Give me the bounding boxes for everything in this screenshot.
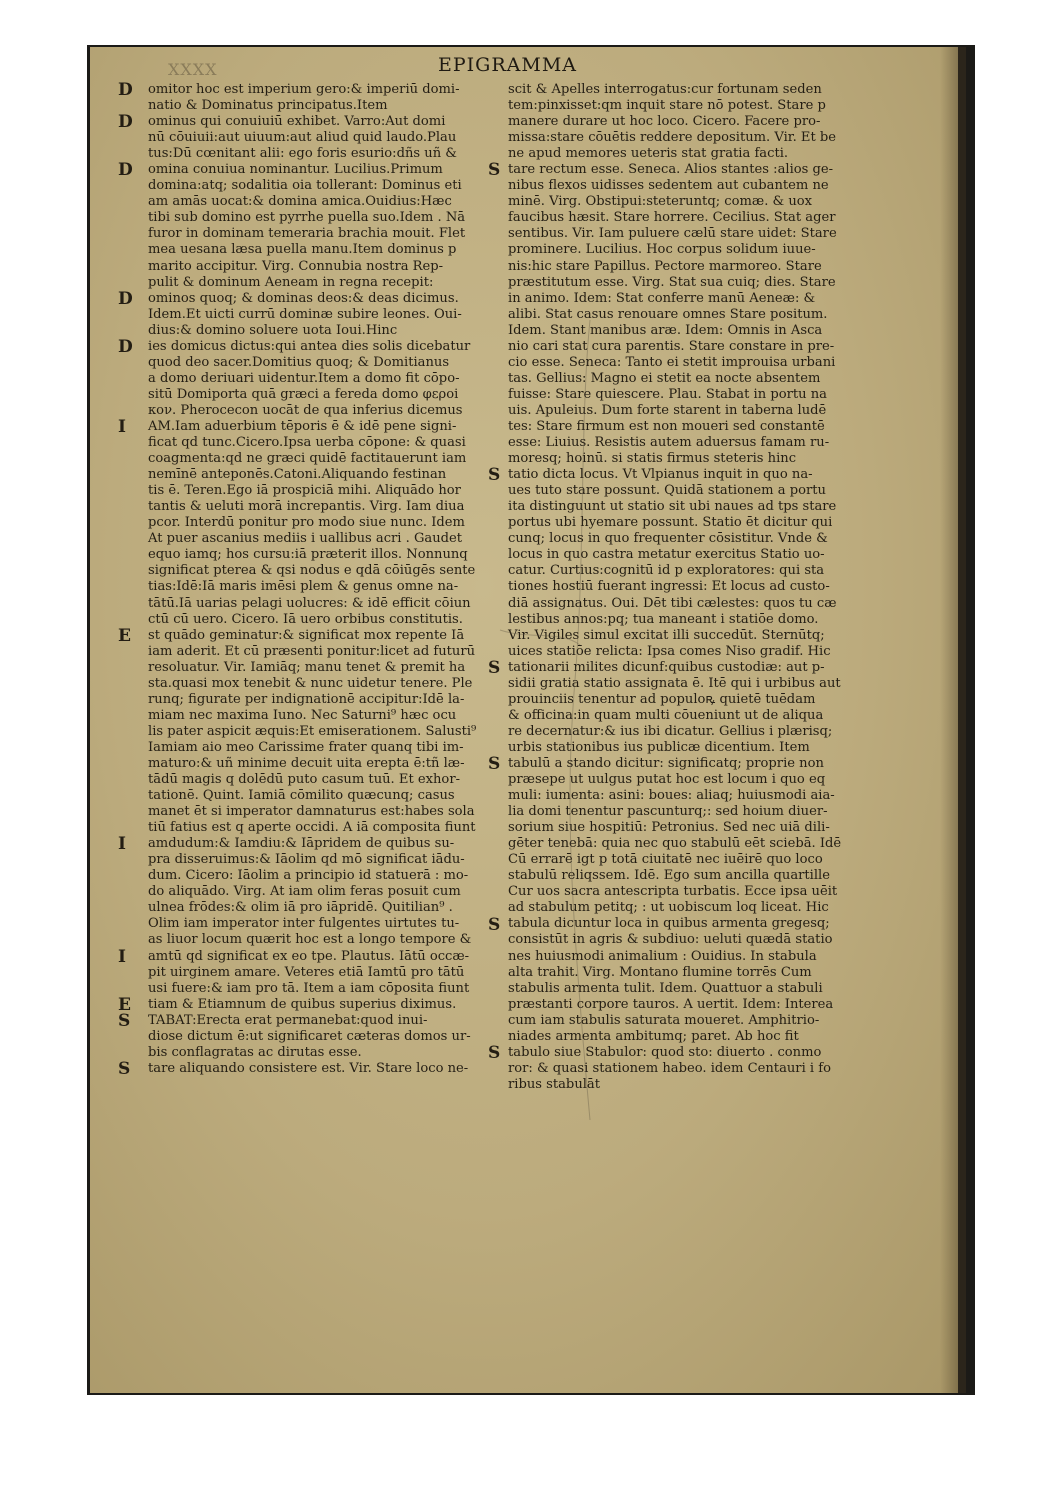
text-line: & officina:in quam multi cōueniunt ut de aliqua: [508, 707, 824, 723]
text-line: sentibus. Vir. Iam puluere cælū stare uidet: Stare: [508, 226, 837, 242]
text-line: cunq; locus in quo frequenter cōsistitur. Vnde &: [508, 531, 828, 547]
left-column: [118, 80, 478, 1080]
text-line: missa:stare cōuētis reddere depositum. Vir. Et be: [508, 130, 837, 146]
text-line: κον. Pherocecon uocāt de qua inferius dicemus: [148, 402, 463, 418]
text-line: ominus qui conuiuiū exhibet. Varro:Aut domi: [148, 114, 446, 130]
text-line: significat ptereа & qsi nodus e qdā cōiūgēs sente: [148, 563, 476, 579]
text-line: Olim iam imperator inter fulgentes uirtutes tu-: [148, 916, 460, 932]
marginal-initial-letter: D: [118, 288, 133, 309]
text-line: ominos quoq; & dominas deos:& deas dicimus.: [148, 290, 459, 306]
text-line: dius:& domino soluere uota Ioui.Hinc: [148, 322, 398, 338]
text-line: tiones hostiū fuerant ingressi: Et locus ad custo-: [508, 579, 830, 595]
text-line: lis pater aspicit æquis:Et emiserationem. Salusti⁹: [148, 723, 477, 739]
text-line: gēter tenebā: quia nec quo stabulū eēt sciebā. Idē: [508, 836, 842, 852]
text-line: domina:atq; sodalitia oia tollerant: Dominus eti: [148, 178, 462, 194]
text-line: as liuor locum quærit hoc est a longo tempore &: [148, 932, 472, 948]
marginal-initial-letter: E: [118, 625, 131, 646]
text-line: ies domicus dictus:qui antea dies solis dicebatur: [148, 338, 471, 354]
text-line: tatio dicta locus. Vt Vlpianus inquit in quo na-: [508, 467, 813, 483]
marginal-initial-letter: D: [118, 336, 133, 357]
marginal-initial-letter: S: [488, 465, 501, 486]
text-line: uis. Apuleius. Dum forte starent in taberna ludē: [508, 402, 827, 418]
text-line: At puer ascanius mediis i uallibus acri . Gaudet: [148, 531, 463, 547]
text-line: pcor. Interdū ponitur pro modo siue nunc. Idem: [148, 515, 465, 531]
text-line: alta trahit. Virg. Montano flumine torrēs Cum: [508, 964, 812, 980]
text-line: omitor hoc est imperium gero:& imperiū domi-: [148, 82, 460, 97]
text-line: bis conflagratas ac dirutas esse.: [148, 1044, 362, 1060]
right-column: [488, 82, 864, 1093]
marginal-initial-letter: S: [488, 914, 501, 935]
text-line: equo iamq; hos cursu:iā præterit illos. Nonnunq: [148, 547, 468, 563]
text-line: nemīnē anteponēs.Catoni.Aliquando festinan: [148, 467, 447, 483]
text-line: Cū errarē igt p totā ciuitatē nec iuēirē quo loco: [508, 852, 823, 868]
text-line: lia domi tenentur pascunturq;: sed hoium diuer-: [508, 804, 828, 820]
text-line: nibus flexos uidisses sedentem aut cubantem ne: [508, 178, 829, 194]
text-line: Idem. Stant manibus aræ. Idem: Omnis in Asca: [508, 322, 823, 338]
text-line: cio esse. Seneca: Tanto ei stetit improuisa urbani: [508, 354, 836, 370]
text-line: tiam & Etiamnum de quibus superius diximus.: [148, 996, 457, 1012]
marginal-initial-letter: S: [488, 160, 501, 181]
text-line: ribus stabulāt: [508, 1076, 601, 1092]
marginal-initial-letter: S: [118, 1010, 131, 1031]
text-line: tare rectum esse. Seneca. Alios stantes :alios ge-: [508, 162, 834, 178]
text-line: amdudum:& Iamdiu:& Iāpridem de quibus su-: [148, 836, 455, 852]
text-line: nū cōuiuii:aut uiuum:aut aliud quid laudo.Plau: [148, 130, 457, 146]
text-line: stabulū reliqssem. Idē. Ego sum ancilla quartille: [508, 868, 830, 884]
text-line: tationē. Quint. Iamiā cōmilito quæcunq; casus: [148, 788, 455, 804]
text-line: tibi sub domino est pyrrhe puella suo.Idem . Nā: [148, 210, 466, 226]
text-line: st quādo geminatur:& significat mox repente Iā: [148, 627, 465, 643]
text-line: am amās uocat:& domina amica.Ouidius:Hæc: [148, 194, 452, 210]
text-line: coagmenta:qd ne græci quidē factitauerunt iam: [148, 451, 467, 467]
text-line: runq; figurate per indignationē accipitur:Idē la-: [148, 691, 465, 707]
text-line: ita distinguunt ut statio sit ubi naues ad tps stare: [508, 499, 837, 515]
text-line: pra disseruimus:& Iāolim qd mō significat iādu-: [148, 852, 465, 868]
text-line: portus ubi hyemare possunt. Statio ēt dicitur qui: [508, 515, 833, 531]
text-line: consistūt in agris & subdiuo: ueluti quædā statio: [508, 932, 833, 948]
text-line: ad stabulum petitq; : ut uobiscum loq liceat. Hic: [508, 900, 829, 916]
marginal-initial-letter: E: [118, 994, 131, 1015]
text-line: tationarii milites dicunf:quibus custodiæ: aut p-: [508, 659, 825, 675]
text-line: cum iam stabulis saturata moueret. Amphitrio-: [508, 1012, 820, 1028]
marginal-initial-letter: S: [488, 1043, 501, 1063]
text-line: sorium siue hospitiū: Petronius. Sed nec uiā dili-: [508, 820, 830, 836]
text-line: sitū Domiporta quā græci a fereda domo φερoi: [148, 386, 459, 402]
text-line: diā assignatus. Oui. Dēt tibi cælestes: quos tu cæ: [508, 595, 837, 611]
marginal-initial-letter: I: [118, 417, 126, 438]
text-line: in animo. Idem: Stat conferre manū Aeneæ: &: [508, 290, 816, 306]
text-line: diose dictum ē:ut significaret cæteras domos ur-: [148, 1028, 471, 1044]
text-line: TABAT:Erecta erat permanebat:quod inui-: [148, 1012, 428, 1028]
text-line: stabulis armenta tulit. Idem. Quattuor a stabuli: [508, 980, 823, 996]
text-line: natio & Dominatus principatus.Item: [148, 98, 388, 114]
text-line: tabulū a stando dicitur: significatq; proprie non: [508, 755, 824, 771]
text-line: præstitutum esse. Virg. Stat sua cuiq; dies. Stare: [508, 274, 836, 290]
text-line: uices statiōe relicta: Ipsa comes Niso gradif. Hic: [508, 643, 831, 659]
text-line: Vir. Vigiles simul excitat illi succedūt. Sternūtq;: [508, 627, 825, 643]
text-line: tātū.Iā uarias pelagi uolucres: & idē efficit cōiun: [148, 595, 471, 611]
text-line: iam aderit. Et cū præsenti ponitur:licet ad futurū: [148, 643, 476, 659]
marginal-initial-letter: D: [118, 80, 133, 100]
text-line: tis ē. Teren.Ego iā prospiciā mihi. Aliquādo hor: [148, 483, 461, 499]
text-line: pulit & dominum Aeneam in regna recepit:: [148, 274, 434, 290]
text-line: nis:hic stare Papillus. Pectore marmoreo. Stare: [508, 258, 822, 274]
marginal-initial-letter: S: [118, 1059, 131, 1080]
marginal-initial-letter: D: [118, 112, 133, 133]
text-line: dum. Cicero: Iāolim a principio id statuerā : mo-: [148, 868, 469, 884]
text-line: mea uesana læsa puella manu.Item dominus p: [148, 242, 457, 258]
text-line: sta.quasi mox tenebit & nunc uidetur tenere. Ple: [148, 675, 473, 691]
text-line: re decernatur:& ius ibi dicatur. Gellius i plærisq;: [508, 723, 833, 739]
text-line: esse: Liuius. Resistis autem aduersus famam ru-: [508, 435, 830, 451]
marginal-initial-letter: I: [118, 834, 126, 855]
text-line: tantis & ueluti morā increpantis. Virg. Iam diua: [148, 499, 465, 515]
text-line: muli: iumenta: asini: boues: aliaq; huiusmodi aia-: [508, 788, 835, 804]
text-line: nio cari stat cura parentis. Stare constare in pre-: [508, 338, 835, 354]
text-line: catur. Curtius:cognitū id p exploratores: qui sta: [508, 563, 825, 579]
text-line: manet ēt si imperator damnaturus est:habes sola: [148, 804, 475, 820]
text-line: ues tuto stare possunt. Quidā stationem a portu: [508, 483, 826, 499]
text-line: tas. Gellius: Magno ei stetit ea nocte absentem: [508, 370, 821, 386]
text-line: moresq; hoinū. si statis firmus steteris hinc: [508, 451, 797, 467]
folio-number: XXXX: [168, 60, 218, 79]
text-line: minē. Virg. Obstipui:steteruntq; comæ. & uox: [508, 194, 813, 210]
text-line: ulnea frōdes:& olim iā pro iāpridē. Quitilian⁹ .: [148, 900, 453, 916]
text-line: marito accipitur. Virg. Connubia nostra Rep-: [148, 258, 444, 274]
text-line: a domo deriuari uidentur.Item a domo fit cōpo-: [148, 370, 460, 386]
text-line: tem:pinxisset:qm inquit stare nō potest. Stare p: [508, 98, 826, 114]
text-line: usi fuere:& iam pro tā. Item a iam cōposita fiunt: [148, 980, 470, 996]
text-line: nes huiusmodi animalium : Ouidius. In stabula: [508, 948, 817, 964]
marginal-initial-letter: I: [118, 946, 126, 967]
text-line: pit uirginem amare. Veteres etiā Iamtū pro tātū: [148, 964, 465, 980]
text-line: miam nec maxima Iuno. Nec Saturni⁹ hæc ocu: [148, 707, 457, 723]
text-line: alibi. Stat casus renouare omnes Stare positum.: [508, 306, 828, 322]
text-line: Cur uos sacra antescripta turbatis. Ecce ipsa uēit: [508, 884, 838, 900]
text-line: sidii gratia statio assignata ē. Itē qui i urbibus aut: [508, 675, 841, 691]
text-line: scit & Apelles interrogatus:cur fortunam seden: [508, 82, 822, 97]
text-line: præstanti corpore tauros. A uertit. Idem: Interea: [508, 996, 834, 1012]
text-line: tus:Dū cœnitant alii: ego foris esurio:dñs uñ &: [148, 146, 457, 162]
text-line: tabulo siue Stabulor: quod sto: diuerto . conmo: [508, 1044, 822, 1060]
text-line: resoluatur. Vir. Iamiāq; manu tenet & premit ha: [148, 659, 466, 675]
text-line: tabula dicuntur loca in quibus armenta gregesq;: [508, 916, 830, 932]
text-line: tādū magis q dolēdū puto casum tuū. Et exhor-: [148, 772, 460, 788]
text-line: furor in dominam temeraria brachia mouit. Flet: [148, 226, 466, 242]
text-line: quod deo sacer.Domitius quoq; & Domitianus: [148, 354, 450, 370]
text-line: ne apud memores ueteris stat gratia facti.: [508, 146, 789, 162]
text-line: tias:Idē:Iā maris imēsi plem & genus omne na-: [148, 579, 459, 595]
text-line: ficat qd tunc.Cicero.Ipsa uerba cōpone: & quasi: [148, 435, 466, 451]
text-line: fuisse: Stare quiescere. Plau. Stabat in portu na: [508, 386, 827, 402]
text-line: ctū cū uero. Cicero. Iā uero orbibus constitutis.: [148, 611, 463, 627]
text-line: locus in quo castra metatur exercitus Statio uo-: [508, 547, 825, 563]
text-line: tare aliquando consistere est. Vir. Stare loco ne-: [148, 1060, 469, 1076]
text-line: amtū qd significat ex eo tpe. Plautus. Iātū occæ-: [148, 948, 470, 964]
marginal-initial-letter: D: [118, 160, 133, 181]
text-line: prouinciis tenentur ad populoꝶ quietē tuēdam: [508, 691, 816, 707]
marginal-initial-letter: S: [488, 754, 501, 775]
text-line: prominere. Lucilius. Hoc corpus solidum iuue-: [508, 242, 816, 258]
text-line: maturo:& uñ minime decuit uita erepta ē:tñ læ-: [148, 755, 465, 771]
page-edge-fold: [958, 47, 966, 1393]
text-line: tes: Stare firmum est non moueri sed constantē: [508, 418, 825, 434]
text-line: urbis stationibus ius publicæ dicentium. Item: [508, 739, 810, 755]
text-line: AM.Iam aduerbium tēporis ē & idē pene signi-: [148, 418, 457, 434]
text-line: omina conuiua nominantur. Lucilius.Primum: [148, 162, 443, 178]
text-line: niades armenta ambitumq; paret. Ab hoc fit: [508, 1028, 799, 1044]
text-line: tiū fatius est q aperte occidi. A iā composita fiunt: [148, 820, 476, 836]
text-line: præsepe ut uulgus putat hoc est locum i quo eq: [508, 772, 826, 788]
text-line: Idem.Et uicti currū dominæ subire leones. Oui-: [148, 306, 462, 322]
text-line: faucibus hæsit. Stare horrere. Cecilius. Stat ager: [508, 210, 836, 226]
text-line: lestibus annos:pq; tua maneant i statiōe domo.: [508, 611, 819, 627]
text-line: Iamiam aio meo Carissime frater quanq tibi im-: [148, 739, 464, 755]
text-line: ror: & quasi stationem habeo. idem Centauri i fo: [508, 1060, 831, 1076]
running-head: EPIGRAMMA: [438, 54, 577, 76]
marginal-initial-letter: S: [488, 657, 501, 678]
text-line: do aliquādo. Virg. At iam olim feras posuit cum: [148, 884, 461, 900]
text-line: manere durare ut hoc loco. Cicero. Facere pro-: [508, 114, 821, 130]
